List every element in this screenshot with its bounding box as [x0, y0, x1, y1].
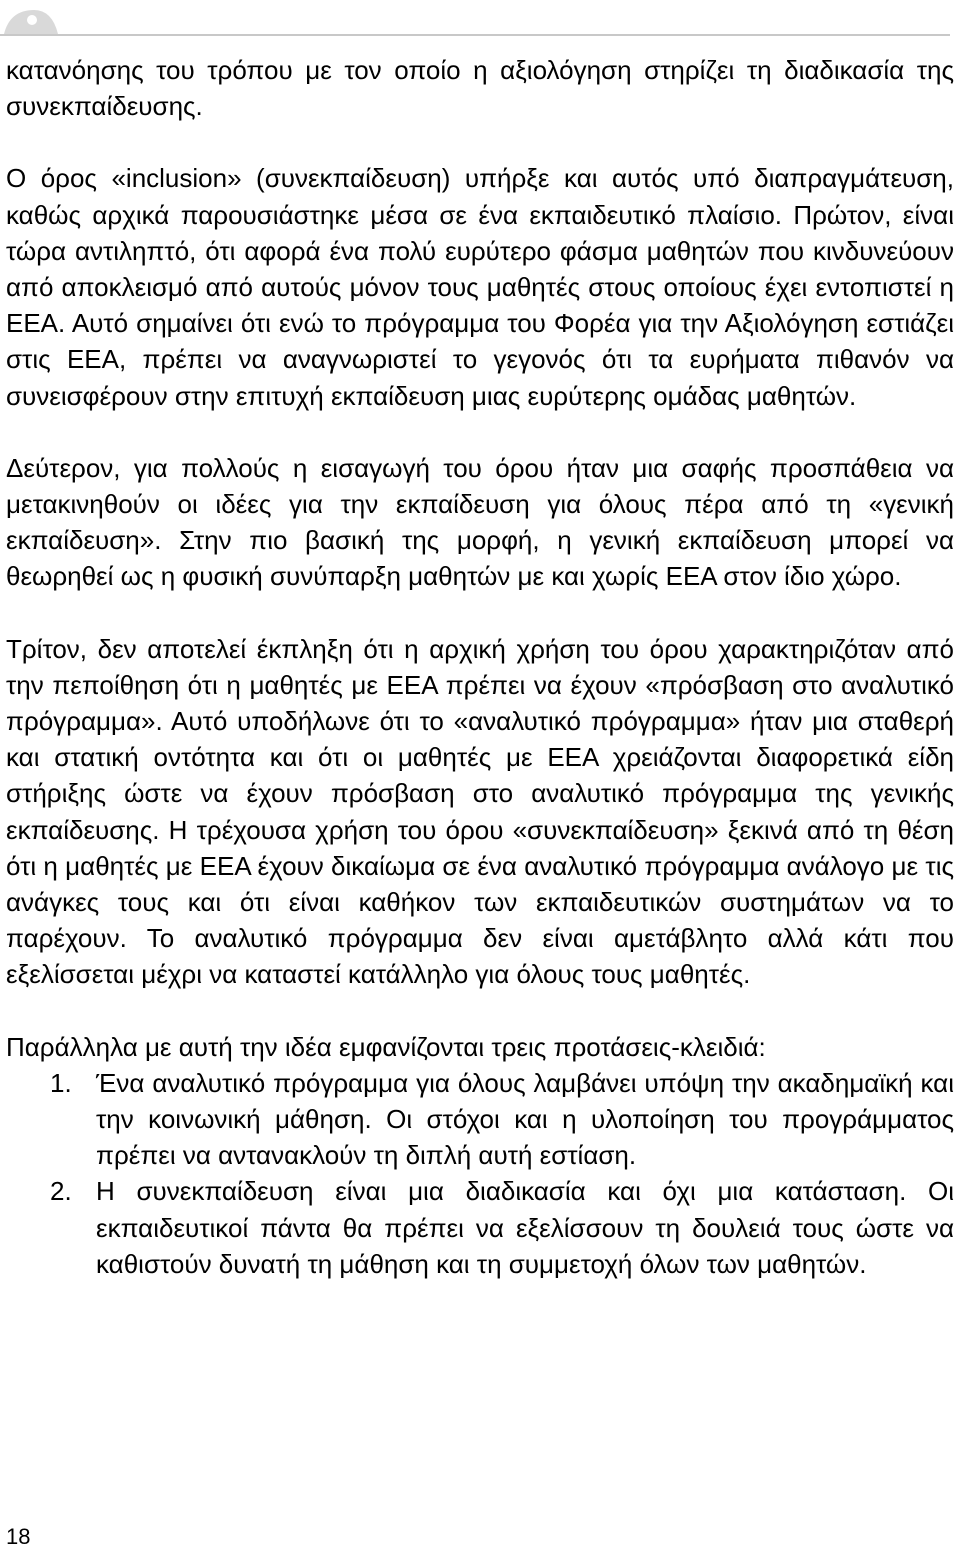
key-points-list [6, 1065, 954, 1282]
paragraph-1: κατανόησης του τρόπου με τον οποίο η αξιολόγηση στηρίζει τη διαδικασία της συνεκπαίδευσης. [6, 55, 954, 122]
paragraph-4: Τρίτον, δεν αποτελεί έκπληξη ότι η αρχική χρήση του όρου χαρακτηριζόταν από την πεποίθηση ότι η μαθητές με ΕΕΑ πρέπει να έχουν «πρόσβαση στο αναλυτικό πρόγραμμα». Αυτό υποδήλωνε ότι το «αναλυτικό πρόγραμμα» ήταν μια σταθερή και στατική οντότητα και ότι οι μαθητές με ΕΕΑ χρειάζονται διαφορετικά είδη στήριξης ώστε να έχουν πρόσβαση στο αναλυτικό πρόγραμμα της γενικής εκπαίδευσης. Η τρέχουσα χρήση του όρου «συνεκπαίδευση» ξεκινά από τη θέση ότι η μαθητές με ΕΕΑ έχουν δικαίωμα σε ένα αναλυτικό πρόγραμμα ανάλογο με τις ανάγκες τους και ότι είναι καθήκον των εκπαιδευτικών συστημάτων να το παρέχουν. Το αναλυτικό πρόγραμμα δεν είναι αμετάβλητο αλλά κάτι που εξελίσσεται μέχρι να καταστεί κατάλληλο για όλους τους μαθητές. [6, 633, 954, 990]
publisher-logo-icon [0, 4, 60, 36]
list-intro: Παράλληλα με αυτή την ιδέα εμφανίζονται τρεις προτάσεις-κλειδιά: [6, 1031, 766, 1062]
paragraph-3: Δεύτερον, για πολλούς η εισαγωγή του όρου ήταν μια σαφής προσπάθεια να μετακινηθούν οι ιδέες για την εκπαίδευση για όλους πέρα από τη «γενική εκπαίδευση». Στην πιο βασική της μορφή, η γενική εκπαίδευση μπορεί να θεωρηθεί ως η φυσική συνύπαρξη μαθητών με και χωρίς ΕΕΑ στον ίδιο χώρο. [6, 452, 954, 592]
page-header [0, 0, 960, 38]
list-item-number: 2. [50, 1176, 72, 1207]
document-body [6, 52, 954, 1282]
page-number: 18 [6, 1524, 31, 1549]
list-item-text: Ένα αναλυτικό πρόγραμμα για όλους λαμβάνει υπόψη την ακαδημαϊκή και την κοινωνική μάθηση. Οι στόχοι και η υλοποίηση του προγράμματος πρέπει να αντανακλούν τη διπλή αυτή εστίαση. [96, 1067, 954, 1171]
list-item [6, 1173, 954, 1282]
list-item-number: 1. [50, 1067, 72, 1098]
list-item-text: Η συνεκπαίδευση είναι μια διαδικασία και όχι μια κατάσταση. Οι εκπαιδευτικοί πάντα θα πρέπει να εξελίσσουν τη δουλειά τους ώστε να καθιστούν δυνατή τη μάθηση και τη συμμετοχή όλων των μαθητών. [96, 1176, 954, 1279]
paragraph-2: Ο όρος «inclusion» (συνεκπαίδευση) υπήρξε και αυτός υπό διαπραγμάτευση, καθώς αρχικά παρουσιάστηκε μέσα σε ένα εκπαιδευτικό πλαίσιο. Πρώτον, είναι τώρα αντιληπτό, ότι αφορά ένα πολύ ευρύτερο φάσμα μαθητών που κινδυνεύουν από αποκλεισμό από αυτούς μόνον τους μαθητές στους οποίους έχει εντοπιστεί η ΕΕΑ. Αυτό σημαίνει ότι ενώ το πρόγραμμα του Φορέα για την Αξιολόγηση εστιάζει στις ΕΕΑ, πρέπει να αναγνωριστεί το γεγονός ότι τα ευρήματα πιθανόν να συνεισφέρουν στην επιτυχή εκπαίδευση μιας ευρύτερης ομάδας μαθητών. [6, 163, 954, 411]
header-divider [0, 34, 950, 36]
list-item [6, 1065, 954, 1174]
